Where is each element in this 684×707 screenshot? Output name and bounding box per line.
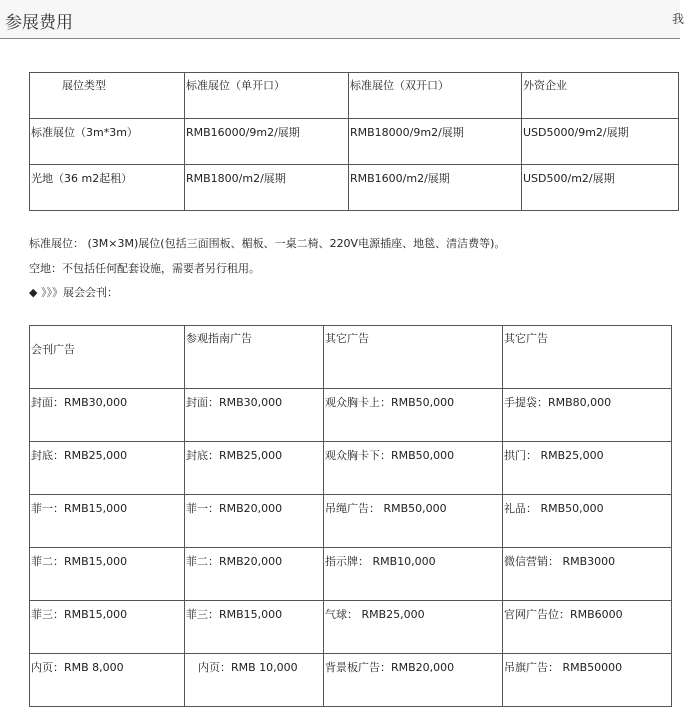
table-cell: 菲一：RMB15,000 <box>30 495 185 548</box>
table-row <box>30 165 679 211</box>
table-cell: RMB16000/9m2/展期 <box>185 119 349 165</box>
table-row <box>30 495 672 548</box>
table-cell: 封底：RMB25,000 <box>185 442 324 495</box>
table-cell: 观众胸卡上：RMB50,000 <box>324 389 503 442</box>
header-cell: 其它广告 <box>324 326 503 389</box>
table-cell: 背景板广告：RMB20,000 <box>324 654 503 707</box>
header-edge-text: 我 <box>671 12 684 26</box>
header-cell: 会刊广告 <box>30 326 185 389</box>
table-cell: 封面：RMB30,000 <box>30 389 185 442</box>
table-cell: 微信营销： RMB3000 <box>503 548 672 601</box>
table-cell: 观众胸卡下：RMB50,000 <box>324 442 503 495</box>
table-cell: 指示牌： RMB10,000 <box>324 548 503 601</box>
table-header-row <box>30 73 679 119</box>
journal-heading: ◆ 》》》展会会刊： <box>29 286 118 299</box>
table-cell: 官网广告位：RMB6000 <box>503 601 672 654</box>
table-cell: 吊绳广告： RMB50,000 <box>324 495 503 548</box>
table-cell: 拱门： RMB25,000 <box>503 442 672 495</box>
table-row <box>30 601 672 654</box>
header-cell: 标准展位（双开口） <box>349 73 522 119</box>
table-cell: 菲二：RMB15,000 <box>30 548 185 601</box>
table-row <box>30 654 672 707</box>
table-cell: 菲三：RMB15,000 <box>185 601 324 654</box>
table-cell: 内页：RMB 10,000 <box>185 654 324 707</box>
table-row <box>30 548 672 601</box>
header-cell: 外资企业 <box>522 73 679 119</box>
table-row <box>30 442 672 495</box>
page-title: 参展费用 <box>5 13 73 33</box>
table-cell: 手提袋：RMB80,000 <box>503 389 672 442</box>
table-header-row <box>30 326 672 389</box>
table-row <box>30 119 679 165</box>
header-cell: 参观指南广告 <box>185 326 324 389</box>
table-cell: RMB18000/9m2/展期 <box>349 119 522 165</box>
table-cell: RMB1800/m2/展期 <box>185 165 349 211</box>
table-cell: 菲一：RMB20,000 <box>185 495 324 548</box>
page-header <box>0 0 684 39</box>
booth-fee-table <box>29 72 679 211</box>
table-cell: RMB1600/m2/展期 <box>349 165 522 211</box>
table-cell: 吊旗广告： RMB50000 <box>503 654 672 707</box>
header-cell: 标准展位（单开口） <box>185 73 349 119</box>
table-cell: 封面：RMB30,000 <box>185 389 324 442</box>
table-cell: USD5000/9m2/展期 <box>522 119 679 165</box>
table-cell: 内页：RMB 8,000 <box>30 654 185 707</box>
header-cell: 其它广告 <box>503 326 672 389</box>
table-cell: 封底：RMB25,000 <box>30 442 185 495</box>
table-cell: 光地（36 m2起租） <box>30 165 185 211</box>
header-cell: 展位类型 <box>30 73 185 119</box>
standard-booth-note: 标准展位： (3M×3M)展位(包括三面围板、楣板、一桌二椅、220V电源插座、地毯、清洁费等)。 <box>29 237 506 250</box>
table-cell: 礼品： RMB50,000 <box>503 495 672 548</box>
table-row <box>30 389 672 442</box>
table-cell: 气球： RMB25,000 <box>324 601 503 654</box>
space-note: 空地：不包括任何配套设施，需要者另行租用。 <box>29 262 260 275</box>
table-cell: 菲三：RMB15,000 <box>30 601 185 654</box>
table-cell: USD500/m2/展期 <box>522 165 679 211</box>
ads-fee-table <box>29 325 672 707</box>
table-cell: 标准展位（3m*3m） <box>30 119 185 165</box>
table-cell: 菲二：RMB20,000 <box>185 548 324 601</box>
